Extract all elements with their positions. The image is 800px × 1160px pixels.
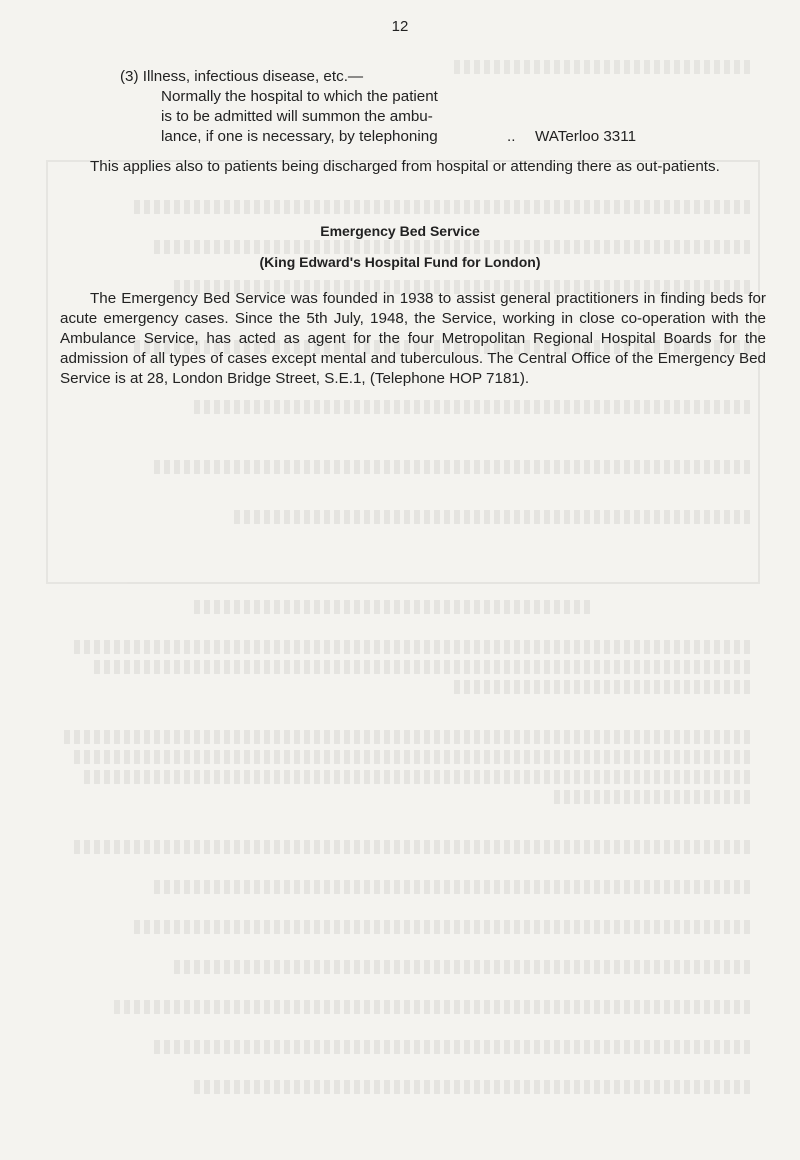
applies-paragraph (60, 157, 766, 177)
ebs-paragraph-text: The Emergency Bed Service was founded in 1938 to assist general practitioners in finding beds for acute emergency cases. Since the 5th July, 1948, the Service, working in close co-operation with the Ambulance Service, has acted as agent for the four Metropolitan Regional Hospital Boards for the admission of all types of cases except mental and tuberculous. The Central Office of the Emergency Bed Service is at 28, London Bridge Street, S.E.1, (Telephone HOP 7181). (60, 290, 766, 387)
item-body-illness (161, 87, 521, 147)
applies-paragraph-text: This applies also to patients being discharged from hospital or attending there as out-patients. (90, 158, 720, 175)
page-number: 12 (391, 18, 409, 35)
dot-leader: .. (507, 128, 516, 145)
item-line: lance, if one is necessary, by telephoning (161, 128, 438, 145)
telephone-number: WATerloo 3311 (535, 128, 637, 145)
section-heading: Emergency Bed Service (320, 223, 480, 239)
item-heading-illness: (3) Illness, infectious disease, etc.— (120, 68, 364, 85)
ebs-paragraph (60, 289, 766, 389)
item-line: Normally the hospital to which the patient (161, 88, 438, 105)
section-subheading: (King Edward's Hospital Fund for London) (259, 254, 541, 270)
item-line: is to be admitted will summon the ambu- (161, 108, 433, 125)
reverse-page-bleed (30, 40, 770, 1120)
